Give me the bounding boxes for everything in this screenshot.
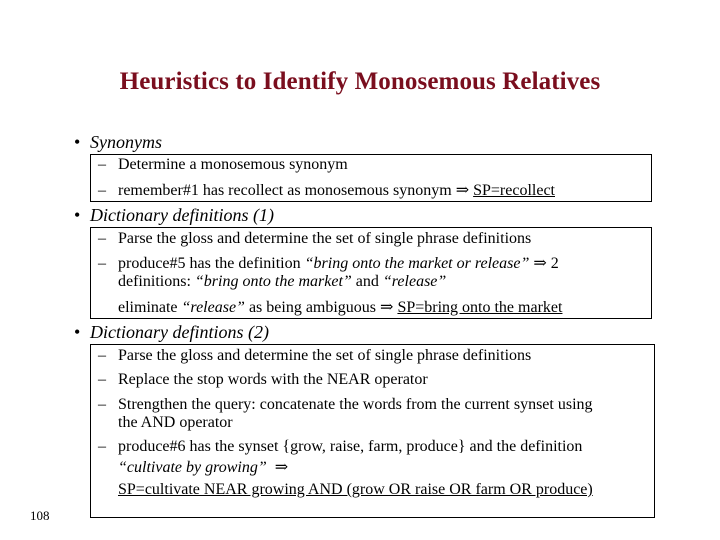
def2-line-6: “cultivate by growing” ⇒ xyxy=(118,459,289,476)
def1-line-1: – Parse the gloss and determine the set of single phrase definitions xyxy=(98,230,532,247)
arrow-icon: ⇒ xyxy=(455,182,470,199)
arrow-icon: ⇒ xyxy=(274,459,289,476)
def2-line-4: the AND operator xyxy=(118,414,233,431)
bullet-definitions-1: • Dictionary definitions (1) xyxy=(74,205,274,225)
result-sp: SP=cultivate NEAR growing AND (grow OR raise OR farm OR produce) xyxy=(118,481,593,498)
synonyms-line-1: – Determine a monosemous synonym xyxy=(98,156,348,173)
arrow-icon: ⇒ xyxy=(533,255,547,272)
def2-line-1: – Parse the gloss and determine the set of single phrase definitions xyxy=(98,347,532,364)
def2-line-7 xyxy=(118,481,593,499)
page-number: 108 xyxy=(30,508,50,523)
bullet-synonyms: • Synonyms xyxy=(74,132,162,152)
def2-line-5: – produce#6 has the synset {grow, raise, farm, produce} and the definition xyxy=(98,438,583,455)
slide-title: Heuristics to Identify Monosemous Relatives xyxy=(119,68,601,95)
def1-line-2: – produce#5 has the definition “bring onto the market or release” ⇒ 2 xyxy=(98,255,559,272)
def2-line-3: – Strengthen the query: concatenate the words from the current synset using xyxy=(98,396,593,413)
result-sp: SP=recollect xyxy=(473,182,555,199)
result-sp: SP=bring onto the market xyxy=(397,299,563,316)
def2-line-2: – Replace the stop words with the NEAR operator xyxy=(98,371,428,388)
def1-line-3: definitions: “bring onto the market” and “release” xyxy=(118,273,447,290)
arrow-icon: ⇒ xyxy=(380,299,394,316)
def1-line-4: eliminate “release” as being ambiguous ⇒ SP=bring onto the market xyxy=(118,299,563,316)
synonyms-line-2: – remember#1 has recollect as monosemous synonym ⇒ SP=recollect xyxy=(98,182,555,199)
bullet-definitions-2: • Dictionary defintions (2) xyxy=(74,322,269,342)
